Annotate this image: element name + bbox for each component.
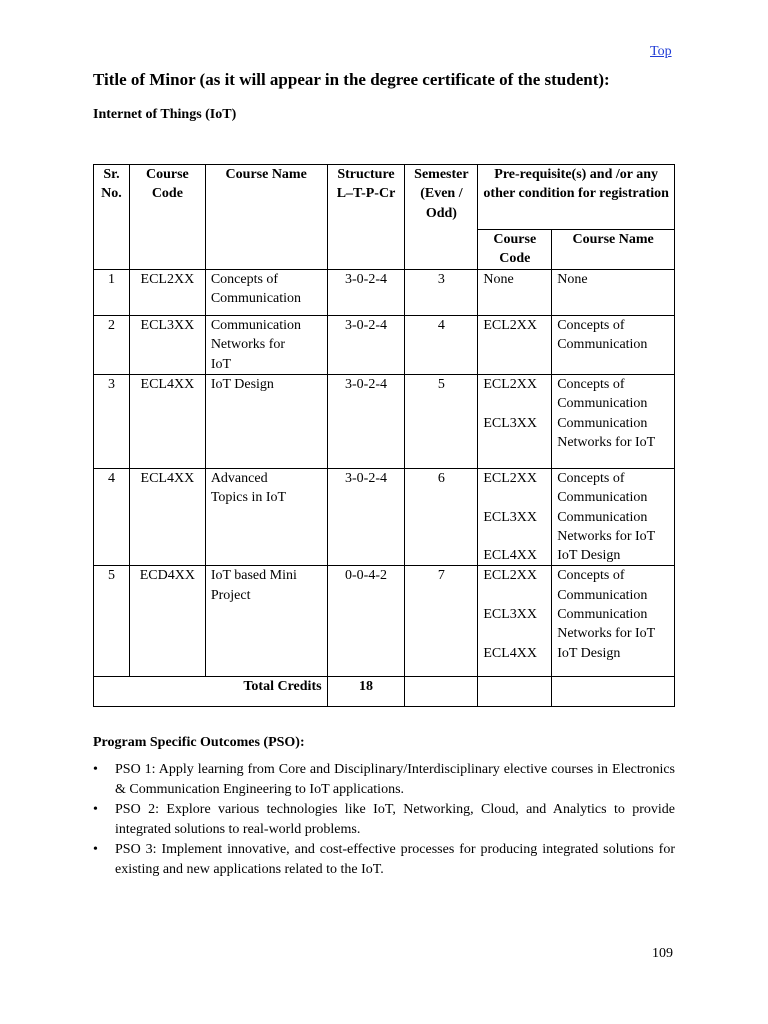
header-sr-no: Sr. No.	[94, 165, 130, 270]
cell-semester: 3	[405, 270, 478, 316]
bullet-icon: •	[93, 762, 98, 777]
bullet-icon: •	[93, 842, 98, 857]
table-row	[94, 316, 675, 375]
total-credits-value: 18	[327, 677, 405, 707]
cell-prereq-code: ECL2XX ECL3XX ECL4XX	[478, 566, 552, 677]
pso-item-text: PSO 3: Implement innovative, and cost-effective processes for producing integrated solutions for existing and new applications related to the IoT.	[115, 842, 675, 877]
table-row	[94, 566, 675, 677]
page-title: Title of Minor (as it will appear in the degree certificate of the student):	[93, 70, 610, 89]
header-prereq-course-name: Course Name	[552, 230, 675, 270]
total-credits-row	[94, 677, 675, 707]
empty-cell	[478, 677, 552, 707]
cell-name: IoT Design	[205, 375, 327, 469]
cell-sr: 2	[94, 316, 130, 375]
cell-structure: 3-0-2-4	[327, 316, 405, 375]
cell-prereq-name: None	[552, 270, 675, 316]
cell-prereq-code: ECL2XX ECL3XX ECL4XX	[478, 469, 552, 566]
cell-structure: 3-0-2-4	[327, 469, 405, 566]
cell-prereq-name: Concepts of Communication Communication Networks for IoT IoT Design	[552, 469, 675, 566]
cell-prereq-code: None	[478, 270, 552, 316]
cell-sr: 5	[94, 566, 130, 677]
list-item	[93, 840, 675, 880]
pso-item-text: PSO 2: Explore various technologies like IoT, Networking, Cloud, and Analytics to provide integrated solutions to real-world problems.	[115, 802, 675, 837]
table-row	[94, 270, 675, 316]
cell-code: ECL2XX	[129, 270, 205, 316]
cell-structure: 0-0-4-2	[327, 566, 405, 677]
pso-list	[93, 760, 675, 880]
total-credits-label: Total Credits	[94, 677, 328, 707]
cell-structure: 3-0-2-4	[327, 375, 405, 469]
cell-prereq-code: ECL2XX	[478, 316, 552, 375]
top-link[interactable]: Top	[650, 44, 672, 59]
cell-sr: 1	[94, 270, 130, 316]
cell-prereq-name: Concepts of Communication	[552, 316, 675, 375]
empty-cell	[552, 677, 675, 707]
table-row	[94, 469, 675, 566]
cell-semester: 5	[405, 375, 478, 469]
cell-name: Concepts of Communication	[205, 270, 327, 316]
table-header-row	[94, 165, 675, 230]
cell-prereq-name: Concepts of Communication Communication Networks for IoT	[552, 375, 675, 469]
cell-semester: 7	[405, 566, 478, 677]
cell-prereq-code: ECL2XX ECL3XX	[478, 375, 552, 469]
list-item	[93, 760, 675, 800]
cell-name: Advanced Topics in IoT	[205, 469, 327, 566]
cell-structure: 3-0-2-4	[327, 270, 405, 316]
header-semester: Semester (Even / Odd)	[405, 165, 478, 270]
cell-code: ECD4XX	[129, 566, 205, 677]
list-item	[93, 800, 675, 840]
cell-code: ECL3XX	[129, 316, 205, 375]
cell-code: ECL4XX	[129, 469, 205, 566]
cell-code: ECL4XX	[129, 375, 205, 469]
bullet-icon: •	[93, 802, 98, 817]
minor-subtitle: Internet of Things (IoT)	[93, 107, 237, 122]
course-table	[93, 164, 675, 707]
cell-semester: 4	[405, 316, 478, 375]
cell-sr: 4	[94, 469, 130, 566]
empty-cell	[405, 677, 478, 707]
header-structure: Structure L–T-P-Cr	[327, 165, 405, 270]
cell-sr: 3	[94, 375, 130, 469]
pso-heading: Program Specific Outcomes (PSO):	[93, 735, 305, 750]
header-course-name: Course Name	[205, 165, 327, 270]
header-prerequisites: Pre-requisite(s) and /or any other condition for registration	[478, 165, 675, 230]
header-course-code: Course Code	[129, 165, 205, 270]
page-number: 109	[652, 946, 673, 961]
pso-item-text: PSO 1: Apply learning from Core and Disciplinary/Interdisciplinary elective courses in Electronics & Communication Engineering to IoT applications.	[115, 762, 675, 797]
cell-name: IoT based Mini Project	[205, 566, 327, 677]
table-row	[94, 375, 675, 469]
cell-name: Communication Networks for IoT	[205, 316, 327, 375]
cell-semester: 6	[405, 469, 478, 566]
header-prereq-course-code: Course Code	[478, 230, 552, 270]
cell-prereq-name: Concepts of Communication Communication Networks for IoT IoT Design	[552, 566, 675, 677]
